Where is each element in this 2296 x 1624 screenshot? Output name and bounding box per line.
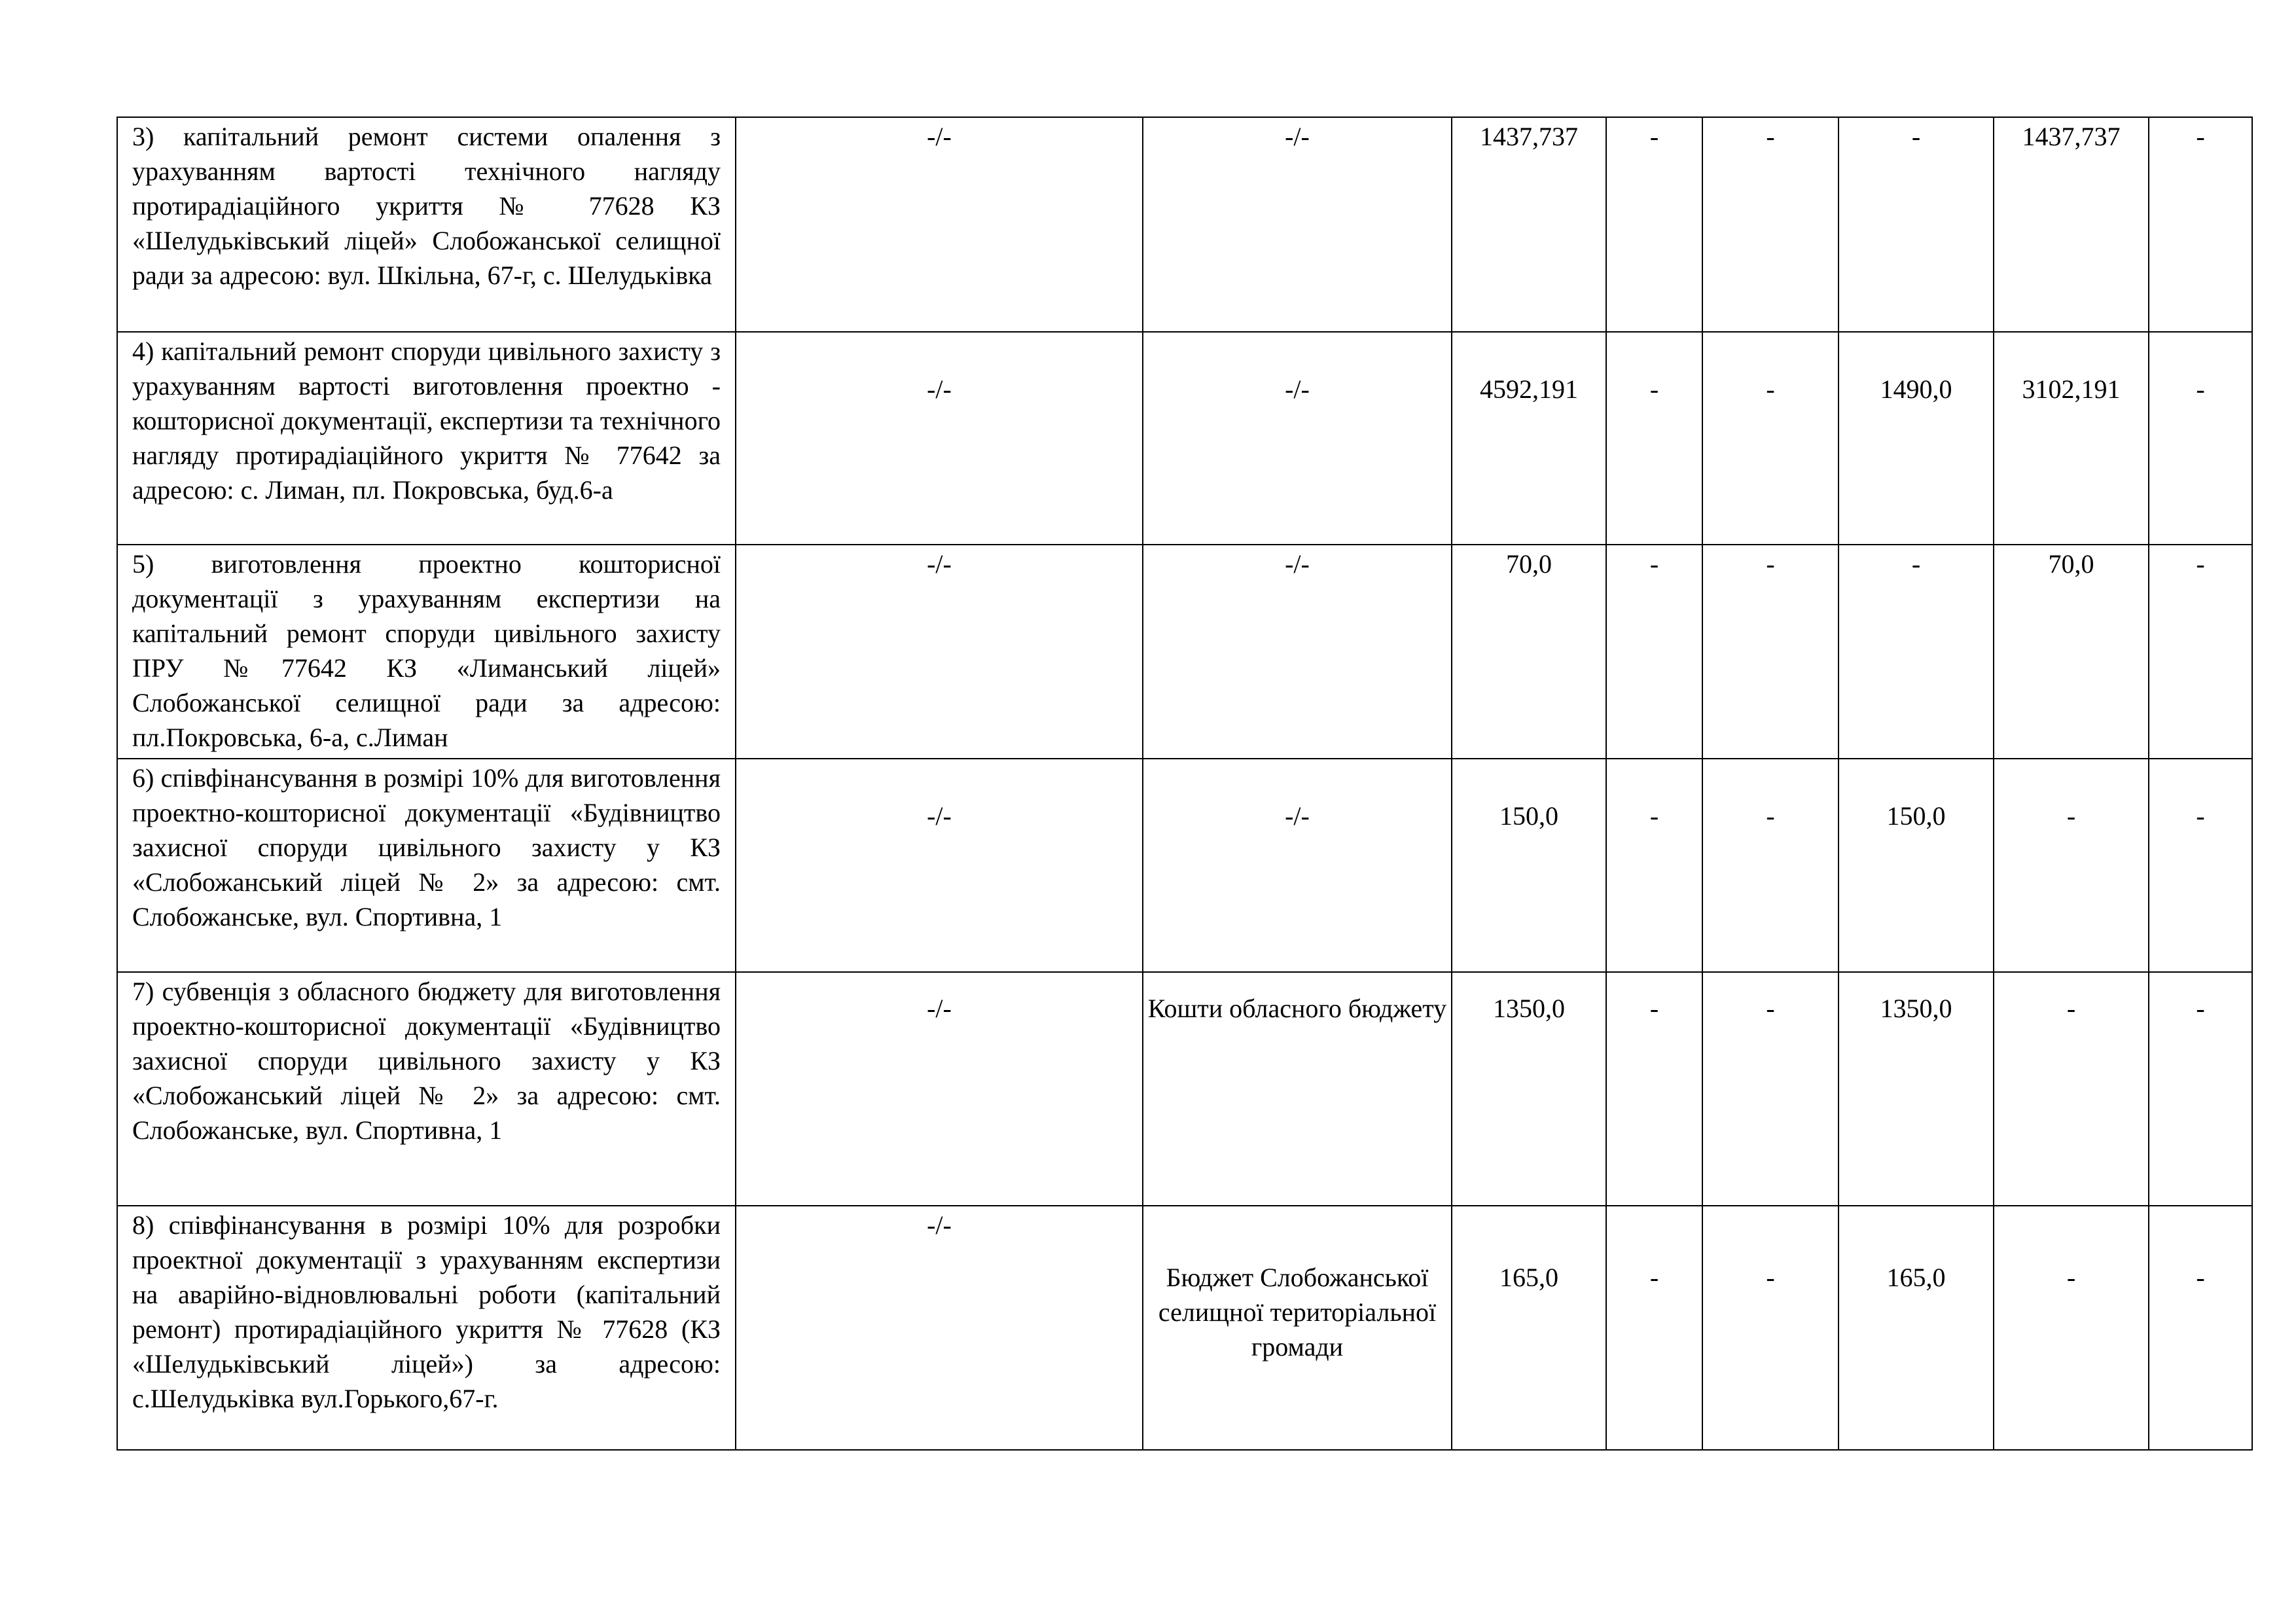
year-4-cell: 3102,191 (1994, 332, 2149, 545)
table-row (117, 332, 2252, 545)
year-4-cell: - (1994, 972, 2149, 1206)
year-2-cell: - (1702, 972, 1839, 1206)
executor-cell: -/- (736, 545, 1143, 759)
measure-description: 4) капітальний ремонт споруди цивільного захисту з урахуванням вартості виготовлення проектно - кошторисної документації, експертизи та технічного нагляду протирадіаційного укриття № 77642 за адресою: с. Лиман, пл. Покровська, буд.6-а (117, 332, 736, 545)
total-amount-cell: 150,0 (1452, 759, 1606, 972)
total-amount-cell: 1350,0 (1452, 972, 1606, 1206)
funding-source-cell: -/- (1143, 332, 1452, 545)
year-2-cell: - (1702, 1206, 1839, 1450)
table-row (117, 1206, 2252, 1450)
year-5-cell: - (2149, 332, 2252, 545)
year-5-cell: - (2149, 545, 2252, 759)
year-1-cell: - (1606, 117, 1702, 332)
measure-description: 5) виготовлення проектно кошторисної документації з урахуванням експертизи на капітальний ремонт споруди цивільного захисту ПРУ №77642 КЗ «Лиманський ліцей» Слобожанської селищної ради за адресою: пл.Покровська, 6-а, с.Лиман (117, 545, 736, 759)
year-3-cell: - (1839, 117, 1994, 332)
executor-cell: -/- (736, 117, 1143, 332)
year-1-cell: - (1606, 759, 1702, 972)
funding-source-cell: -/- (1143, 545, 1452, 759)
executor-cell: -/- (736, 759, 1143, 972)
measure-description: 7) субвенція з обласного бюджету для виготовлення проектно-кошторисної документації «Будівництво захисної споруди цивільного захисту у КЗ «Слобожанський ліцей № 2» за адресою: смт. Слобожанське, вул. Спортивна, 1 (117, 972, 736, 1206)
year-1-cell: - (1606, 972, 1702, 1206)
funding-source-cell: Кошти обласного бюджету (1143, 972, 1452, 1206)
year-2-cell: - (1702, 117, 1839, 332)
table-row (117, 759, 2252, 972)
year-3-cell: 165,0 (1839, 1206, 1994, 1450)
total-amount-cell: 4592,191 (1452, 332, 1606, 545)
funding-source-cell: -/- (1143, 117, 1452, 332)
measures-table (117, 117, 2253, 1451)
year-5-cell: - (2149, 117, 2252, 332)
year-1-cell: - (1606, 1206, 1702, 1450)
total-amount-cell: 1437,737 (1452, 117, 1606, 332)
executor-cell: -/- (736, 332, 1143, 545)
measure-description: 6) співфінансування в розмірі 10% для виготовлення проектно-кошторисної документації «Будівництво захисної споруди цивільного захисту у КЗ «Слобожанський ліцей № 2» за адресою: смт. Слобожанське, вул. Спортивна, 1 (117, 759, 736, 972)
measure-description: 3) капітальний ремонт системи опалення з урахуванням вартості технічного нагляду протирадіаційного укриття № 77628 КЗ «Шелудьківський ліцей» Слобожанської селищної ради за адресою: вул. Шкільна, 67-г, с. Шелудьківка (117, 117, 736, 332)
year-5-cell: - (2149, 972, 2252, 1206)
year-3-cell: 150,0 (1839, 759, 1994, 972)
year-4-cell: 1437,737 (1994, 117, 2149, 332)
table-row (117, 972, 2252, 1206)
year-2-cell: - (1702, 545, 1839, 759)
year-5-cell: - (2149, 1206, 2252, 1450)
funding-source-cell: Бюджет Слобожанської селищної територіальної громади (1143, 1206, 1452, 1450)
year-2-cell: - (1702, 759, 1839, 972)
year-3-cell: 1350,0 (1839, 972, 1994, 1206)
year-3-cell: - (1839, 545, 1994, 759)
measure-description: 8) співфінансування в розмірі 10% для розробки проектної документації з урахуванням експертизи на аварійно-відновлювальні роботи (капітальний ремонт) протирадіаційного укриття № 77628 (КЗ «Шелудьківський ліцей») за адресою: с.Шелудьківка вул.Горького,67-г. (117, 1206, 736, 1450)
year-4-cell: - (1994, 1206, 2149, 1450)
executor-cell: -/- (736, 1206, 1143, 1450)
year-1-cell: - (1606, 545, 1702, 759)
total-amount-cell: 165,0 (1452, 1206, 1606, 1450)
table-row (117, 117, 2252, 332)
table-row (117, 545, 2252, 759)
year-5-cell: - (2149, 759, 2252, 972)
year-3-cell: 1490,0 (1839, 332, 1994, 545)
executor-cell: -/- (736, 972, 1143, 1206)
year-4-cell: - (1994, 759, 2149, 972)
year-4-cell: 70,0 (1994, 545, 2149, 759)
year-2-cell: - (1702, 332, 1839, 545)
total-amount-cell: 70,0 (1452, 545, 1606, 759)
year-1-cell: - (1606, 332, 1702, 545)
funding-source-cell: -/- (1143, 759, 1452, 972)
